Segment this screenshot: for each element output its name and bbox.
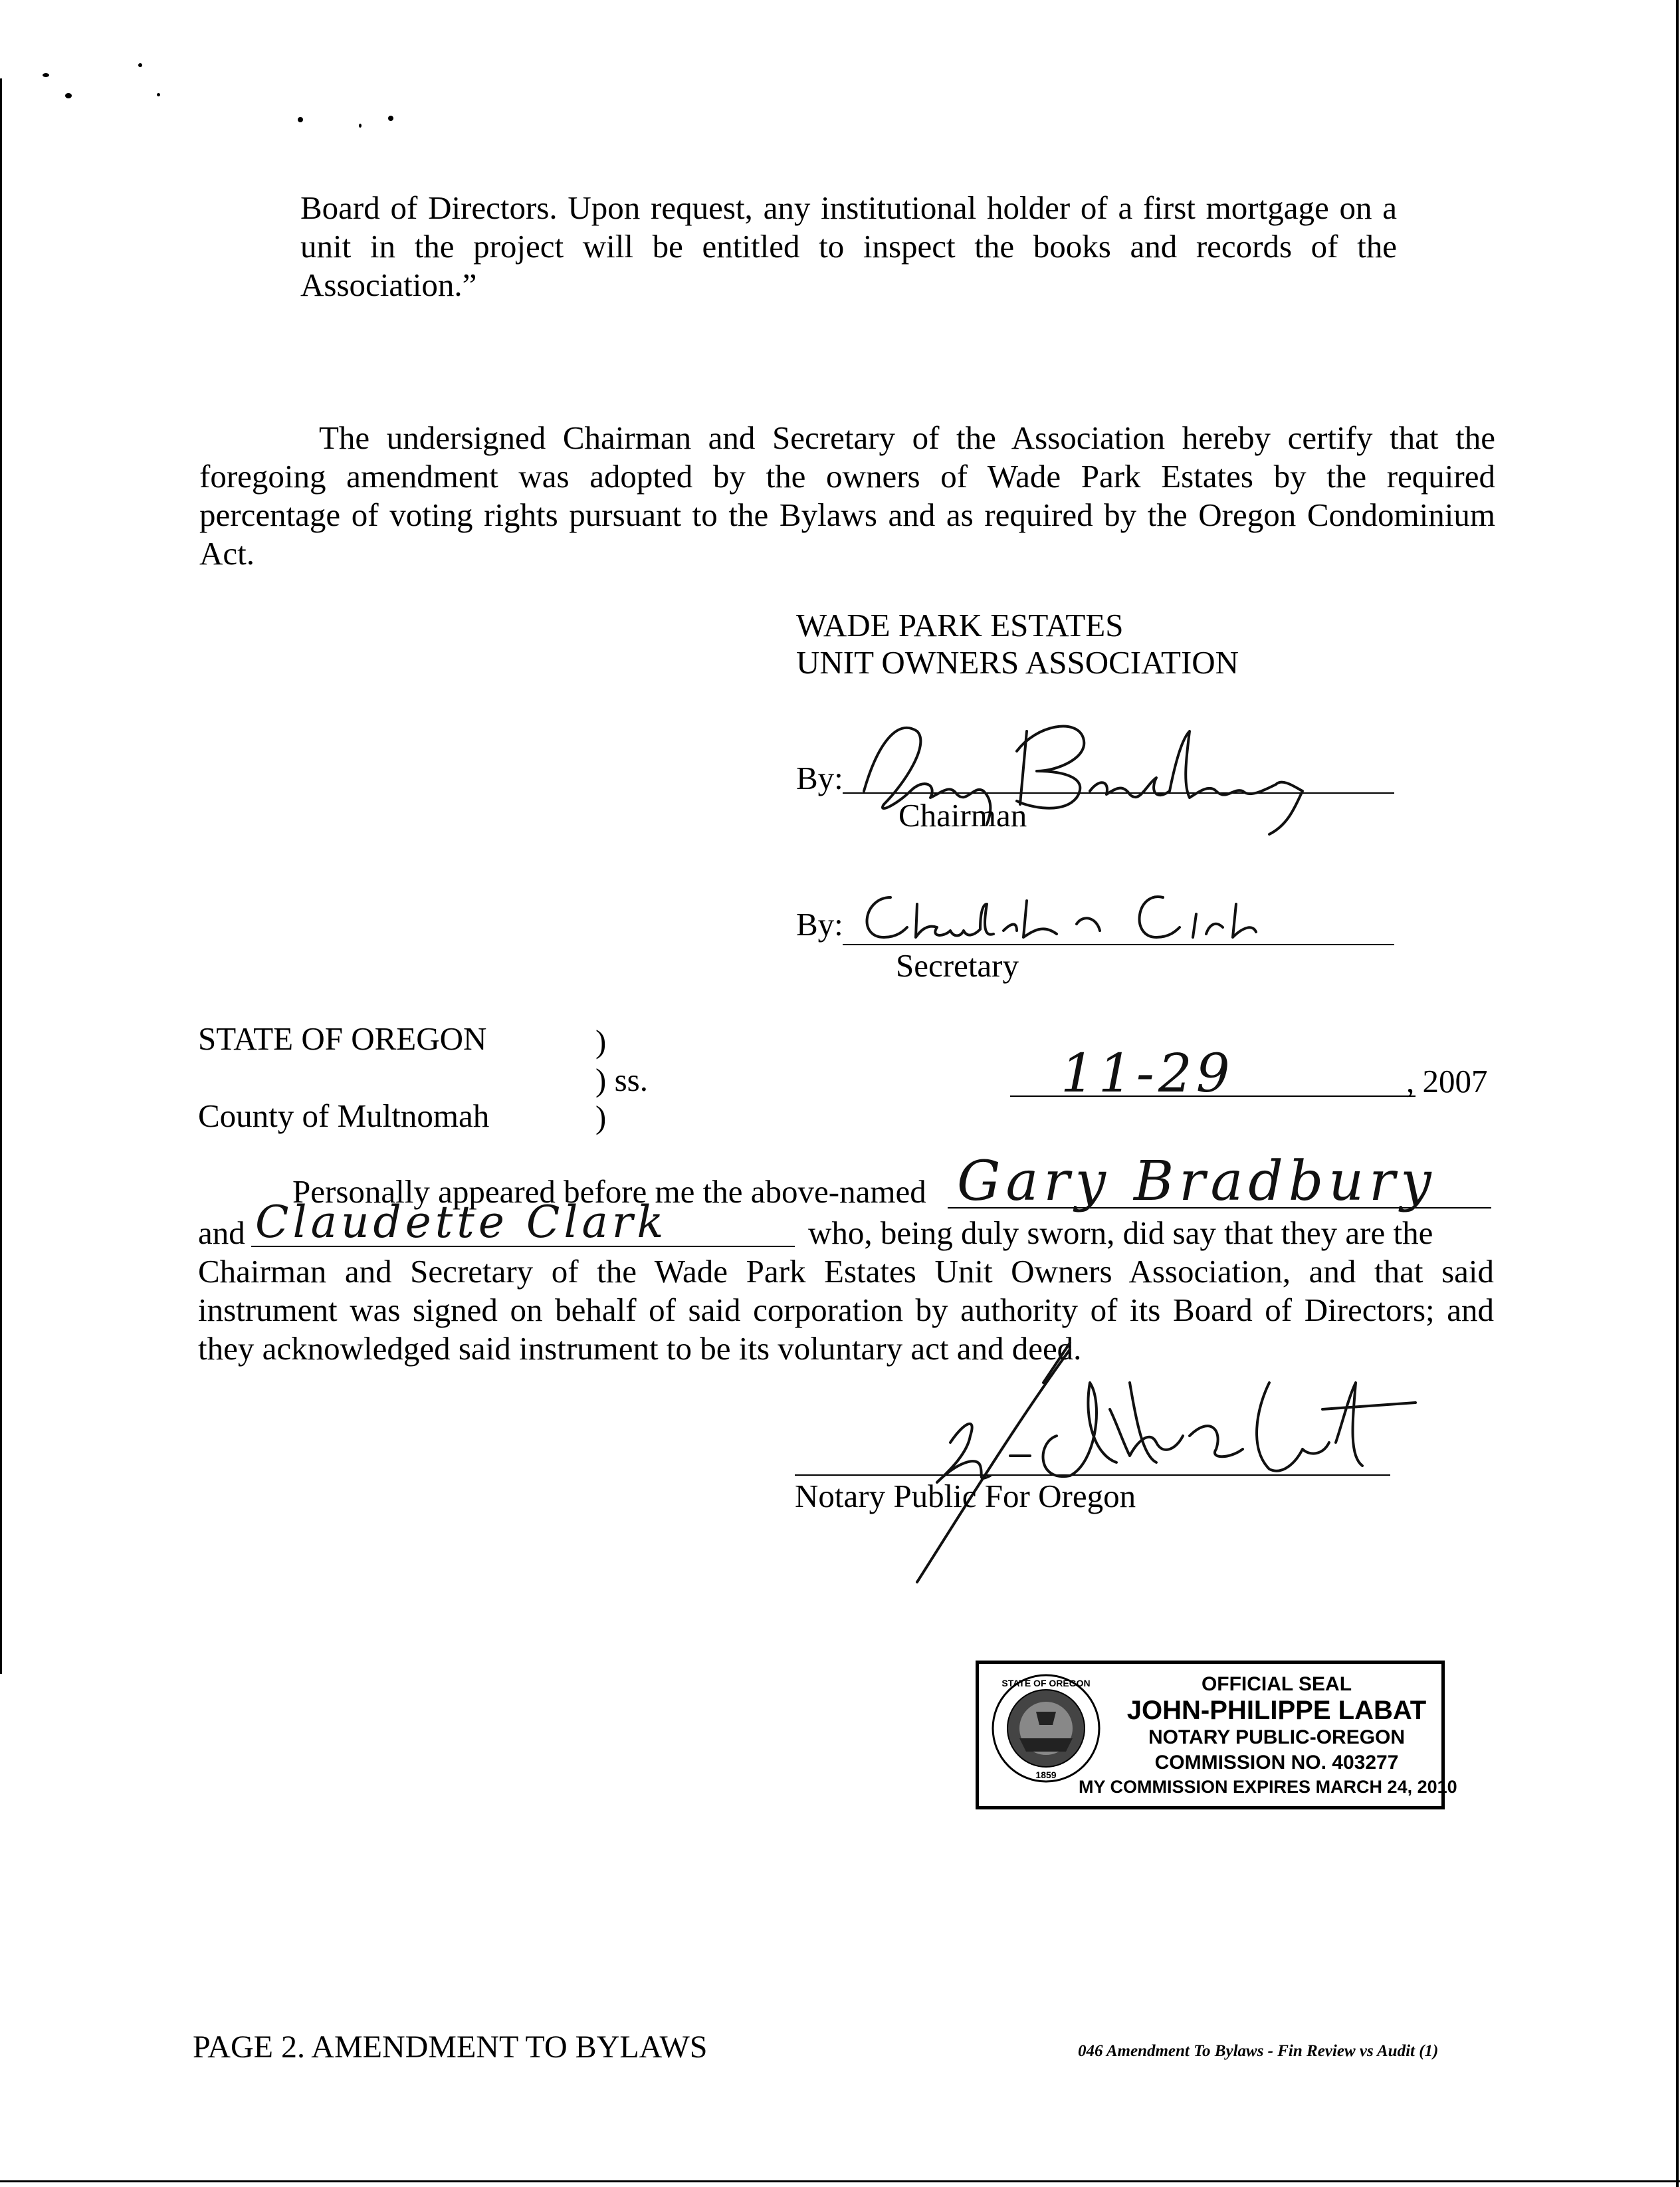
venue-county: County of Multnomah (198, 1097, 490, 1134)
paragraph-line: percentage of voting rights pursuant to the Bylaws and as required by the Oregon Condominium (199, 497, 1495, 533)
ack-line: instrument was signed on behalf of said corporation by authority of its Board of Directors; and (198, 1292, 1494, 1328)
name1-handwritten: Gary Bradbury (957, 1150, 1437, 1213)
venue-ss: ) ss. (595, 1062, 648, 1098)
scan-speck (388, 116, 393, 121)
seal-emblem-text: STATE OF OREGON (1001, 1678, 1091, 1688)
seal-notary-name: JOHN-PHILIPPE LABAT (1126, 1696, 1427, 1725)
paragraph-line: Act. (199, 535, 255, 572)
notary-signature (817, 1343, 1429, 1595)
paragraph-line: foregoing amendment was adopted by the owners of Wade Park Estates by the required (199, 458, 1495, 495)
scan-edge (1676, 0, 1679, 2187)
paragraph-line: The undersigned Chairman and Secretary of the Association hereby certify that the (319, 419, 1495, 456)
ack-line: they acknowledged said instrument to be its voluntary act and deed. (198, 1330, 1082, 1367)
date-handwritten: 11-29 (1061, 1042, 1234, 1104)
ack-line: Chairman and Secretary of the Wade Park Estates Unit Owners Association, and that said (198, 1253, 1494, 1290)
venue-state: STATE OF OREGON (198, 1020, 487, 1057)
by-label-secretary: By: (796, 906, 843, 943)
association-name-line1: WADE PARK ESTATES (796, 607, 1124, 643)
scan-edge (0, 78, 2, 1674)
seal-title: OFFICIAL SEAL (1201, 1673, 1352, 1695)
ack-line2-suffix: who, being duly sworn, did say that they are the (808, 1214, 1433, 1251)
seal-emblem-year: 1859 (1035, 1770, 1057, 1780)
ack-line2-prefix: and (198, 1214, 245, 1251)
seal-commission-no: COMMISSION NO. 403277 (1154, 1752, 1399, 1774)
paragraph-line: Association.” (300, 267, 477, 303)
scan-speck (138, 63, 142, 67)
scan-speck (157, 93, 160, 96)
paragraph-line: unit in the project will be entitled to inspect the books and records of the (300, 228, 1397, 265)
notary-label: Notary Public For Oregon (795, 1478, 1136, 1514)
official-notary-seal (976, 1661, 1457, 1809)
date-year: , 2007 (1406, 1063, 1488, 1099)
scan-bottom-edge (0, 2180, 1680, 2182)
secretary-title: Secretary (896, 947, 1019, 984)
association-name-line2: UNIT OWNERS ASSOCIATION (796, 644, 1239, 681)
paragraph-bylaw-text (300, 189, 1397, 304)
by-label-chairman: By: (796, 760, 843, 796)
scan-speck (359, 124, 362, 128)
paragraph-line: Board of Directors. Upon request, any institutional holder of a first mortgage on a (300, 189, 1397, 226)
oregon-seal-emblem (990, 1672, 1102, 1785)
venue-paren-close: ) (595, 1099, 607, 1135)
seal-commission-expires: MY COMMISSION EXPIRES MARCH 24, 2010 (1079, 1777, 1457, 1797)
ack-line1-prefix: Personally appeared before me the above-named (292, 1173, 926, 1210)
scan-speck (65, 93, 72, 98)
secretary-signature (844, 884, 1336, 951)
scan-speck (298, 117, 303, 122)
paragraph-certification (199, 419, 1495, 573)
page-footer-title: PAGE 2. AMENDMENT TO BYLAWS (193, 2029, 708, 2065)
venue-paren-open: ) (595, 1023, 607, 1060)
name2-handwritten: Claudette Clark (255, 1197, 668, 1248)
chairman-title: Chairman (898, 797, 1027, 834)
scan-speck (43, 73, 49, 77)
page-footer-filename: 046 Amendment To Bylaws - Fin Review vs Audit (1) (1078, 2042, 1439, 2060)
seal-notary-public: NOTARY PUBLIC-OREGON (1148, 1726, 1406, 1748)
